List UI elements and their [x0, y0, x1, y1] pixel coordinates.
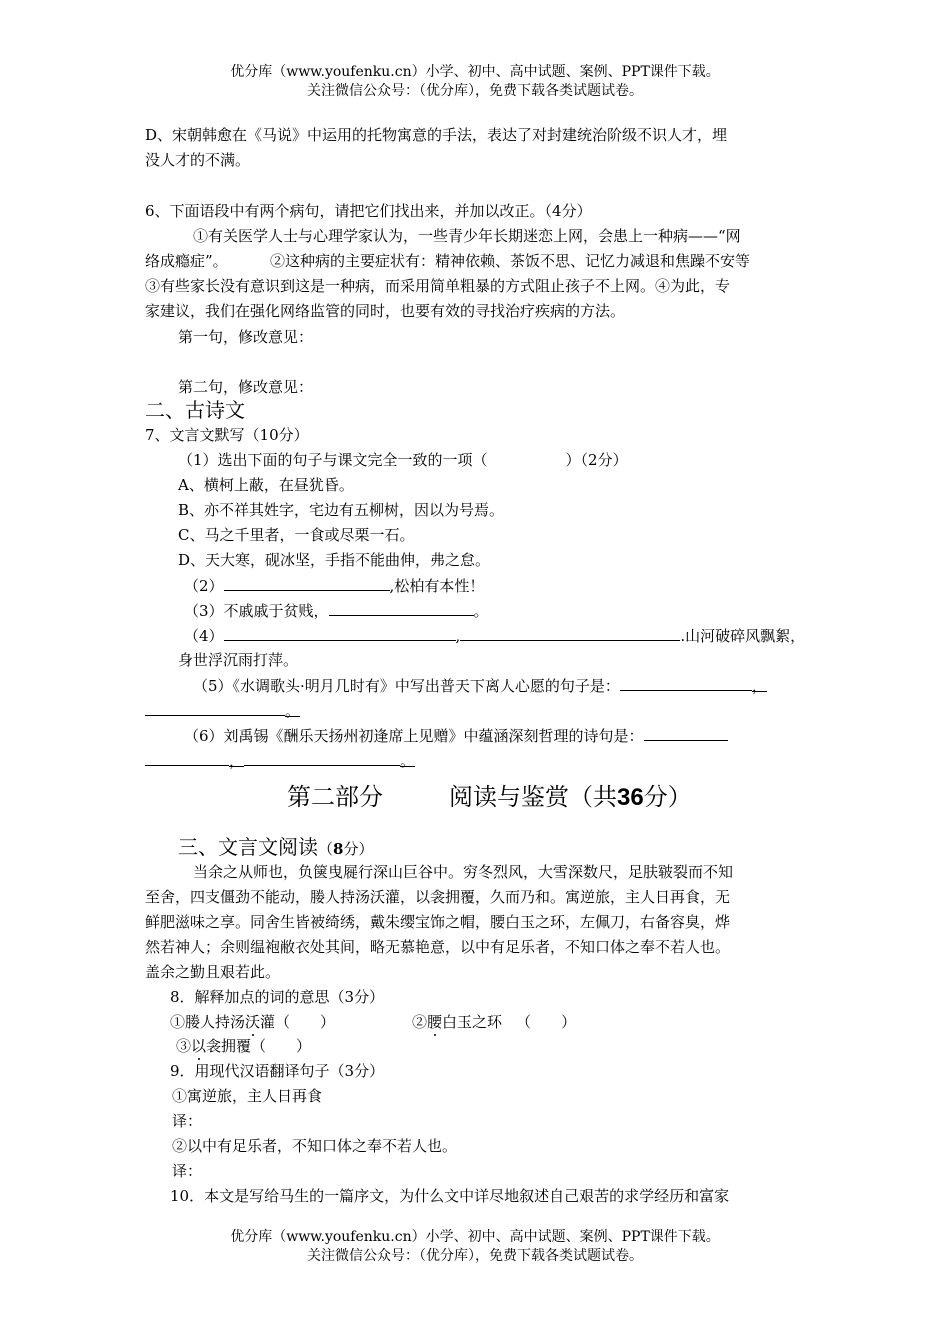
- passage-line-3: 鲜肥滋味之享。同舍生皆被绮绣，戴朱缨宝饰之帽，腰白玉之环，左佩刀，右备容臭，烨: [145, 913, 731, 931]
- q9-translation-2: 译：: [172, 1162, 203, 1180]
- q7-4-label: （4）: [184, 627, 224, 645]
- part-2-heading: 阅读与鉴赏（共: [449, 783, 617, 811]
- q7-title: 7、文言文默写（10分）: [145, 426, 309, 444]
- q8-3-num: ③: [176, 1037, 192, 1055]
- q7-4-blank-2[interactable]: [460, 624, 680, 641]
- q7-5-comma: ，: [751, 677, 767, 695]
- q7-6-text: （6）刘禹锡《酬乐天扬州初逢席上见赠》中蕴涵深刻哲理的诗句是：: [184, 727, 644, 745]
- q8-2-num: ②: [412, 1013, 428, 1031]
- q8-2-dotted-word: 腰: [427, 1013, 443, 1031]
- q6-para-line-1: ①有关医学人士与心理学家认为，一些青少年长期迷恋上网，会患上一种病——“网: [193, 227, 741, 245]
- q6-second-sentence: 第二句，修改意见：: [178, 378, 314, 396]
- q7-4-blank-1[interactable]: [224, 624, 456, 641]
- q7-4-comma: ,: [455, 627, 461, 645]
- q6-title: 6、下面语段中有两个病句，请把它们找出来，并加以改正。（4分）: [145, 202, 592, 220]
- q6-para-line-2b: ②这种病的主要症状有：精神依赖、茶饭不思、记忆力减退和焦躁不安等: [270, 252, 751, 270]
- section-3-score: 8: [333, 840, 344, 858]
- q7-5-blank-2[interactable]: [145, 699, 285, 716]
- q7-6-blank-3[interactable]: [244, 749, 400, 766]
- q7-5-text: （5）《水调歌头·明月几时有》中写出普天下离人心愿的句子是：: [193, 677, 620, 695]
- footer-line-1: 优分库（www.youfenku.cn）小学、初中、高中试题、案例、PPT课件下载。: [230, 1229, 720, 1245]
- q8-3-text: 衾拥覆（: [206, 1037, 267, 1055]
- q9-title: 9．用现代汉语翻译句子（3分）: [170, 1062, 385, 1080]
- q8-2-open: （: [516, 1013, 532, 1031]
- q8-1-dotted-word: 沃: [245, 1013, 261, 1031]
- q7-2-label: （2）: [184, 577, 224, 595]
- q7-3-label: （3）不戚戚于贫贱，: [184, 602, 329, 620]
- q8-2-end: ）: [561, 1013, 577, 1031]
- passage-line-5: 盖余之勤且艰若此。: [145, 963, 281, 981]
- q7-4-line-2: 身世浮沉雨打萍。: [178, 651, 299, 669]
- q8-title: 8．解释加点的词的意思（3分）: [170, 988, 385, 1006]
- q7-1-text: （1）选出下面的句子与课文完全一致的一项（: [178, 451, 488, 469]
- q7-6-comma: ，: [229, 752, 245, 770]
- q7-6: [184, 724, 728, 747]
- q9-item-2: ②以中有足乐者，不知口体之奉不若人也。: [172, 1137, 458, 1155]
- q7-option-c: C、马之千里者，一食或尽栗一石。: [178, 526, 415, 544]
- part-2-heading-end: 分）: [643, 783, 692, 811]
- q9-translation-1: 译：: [172, 1112, 203, 1130]
- q7-option-b: B、亦不祥其姓字，宅边有五柳树，因以为号焉。: [178, 501, 505, 519]
- section-2-title: 二、古诗文: [145, 398, 245, 422]
- q8-1-text-b: 灌（: [260, 1013, 291, 1031]
- q7-option-a: A、横柯上蔽，在昼犹昏。: [178, 476, 354, 494]
- q8-item-1: [170, 1011, 335, 1033]
- q7-6-blank-1[interactable]: [644, 724, 728, 741]
- passage-line-2: 至舍，四支僵劲不能动，媵人持汤沃灌，以衾拥覆，久而乃和。寓逆旅，主人日再食，无: [145, 888, 731, 906]
- part-2-score: 36: [617, 784, 644, 811]
- q7-4-tail: .山河破碎风飘絮，: [680, 627, 806, 645]
- q7-4: [184, 624, 805, 647]
- q7-5-end: 。: [285, 702, 301, 720]
- q8-1-text: ①媵人持汤: [170, 1013, 246, 1031]
- section-3-score-close: 分）: [343, 840, 374, 858]
- q8-2-text: 白玉之环: [442, 1013, 503, 1031]
- q7-1-end: ）（2分）: [565, 451, 628, 469]
- q8-3-dotted-word: 以: [191, 1037, 207, 1055]
- passage-line-4: 然若神人；余则缊袍敝衣处其间，略无慕艳意，以中有足乐者，不知口体之奉不若人也。: [145, 938, 731, 956]
- footer-line-2: 关注微信公众号：（优分库），免费下载各类试题试卷。: [307, 1248, 643, 1264]
- part-2-label: 第二部分: [287, 783, 383, 811]
- section-3-heading: 三、文言文阅读: [178, 835, 318, 859]
- q8-3-end: ）: [296, 1037, 312, 1055]
- q7-option-d: D、天大寒，砚冰坚，手指不能曲伸，弗之怠。: [178, 551, 491, 569]
- q8-1-end: ）: [320, 1013, 336, 1031]
- q7-5-line-2: [145, 699, 300, 722]
- q7-3-tail: 。: [473, 602, 489, 620]
- q6-para-line-3: ③有些家长没有意识到这是一种病，而采用简单粗暴的方式阻止孩子不上网。④为此，专: [145, 277, 731, 295]
- q7-5-blank-1[interactable]: [620, 674, 752, 691]
- header-line-1: 优分库（www.youfenku.cn）小学、初中、高中试题、案例、PPT课件下载。: [230, 64, 720, 80]
- passage-line-1: 当余之从师也，负箧曳屣行深山巨谷中。穷冬烈风，大雪深数尺，足肤皲裂而不知: [193, 863, 734, 881]
- header-line-2: 关注微信公众号：（优分库），免费下载各类试题试卷。: [307, 83, 643, 99]
- q7-1-question: [178, 449, 628, 471]
- q7-2: [184, 574, 484, 597]
- q7-6-end: 。: [400, 752, 416, 770]
- q7-3: [184, 599, 489, 622]
- q7-2-blank[interactable]: [224, 574, 390, 591]
- q7-3-blank[interactable]: [329, 599, 474, 616]
- q6-para-line-2a: 络成瘾症”。: [145, 252, 228, 270]
- part-2-title: [287, 781, 692, 814]
- section-3-score-open: （: [318, 840, 334, 858]
- q5-option-d-line-2: 没人才的不满。: [145, 151, 251, 169]
- q7-2-tail: ,松柏有本性！: [389, 577, 485, 595]
- q8-item-3: [176, 1035, 311, 1057]
- section-3-title: [178, 834, 373, 860]
- q7-6-line-2: [145, 749, 415, 772]
- q10-question: 10．本文是写给马生的一篇序文，为什么文中详尽地叙述自己艰苦的求学经历和富家: [170, 1187, 730, 1205]
- q5-option-d-line-1: D、宋朝韩愈在《马说》中运用的托物寓意的手法，表达了对封建统治阶级不识人才，埋: [145, 126, 728, 144]
- q7-6-blank-2[interactable]: [145, 749, 229, 766]
- q9-item-1: ①寓逆旅，主人日再食: [172, 1087, 323, 1105]
- q6-para-line-4: 家建议，我们在强化网络监管的同时，也要有效的寻找治疗疾病的方法。: [145, 302, 626, 320]
- q7-5: [193, 674, 767, 697]
- q6-first-sentence: 第一句，修改意见：: [178, 328, 314, 346]
- q8-item-2: [412, 1011, 576, 1033]
